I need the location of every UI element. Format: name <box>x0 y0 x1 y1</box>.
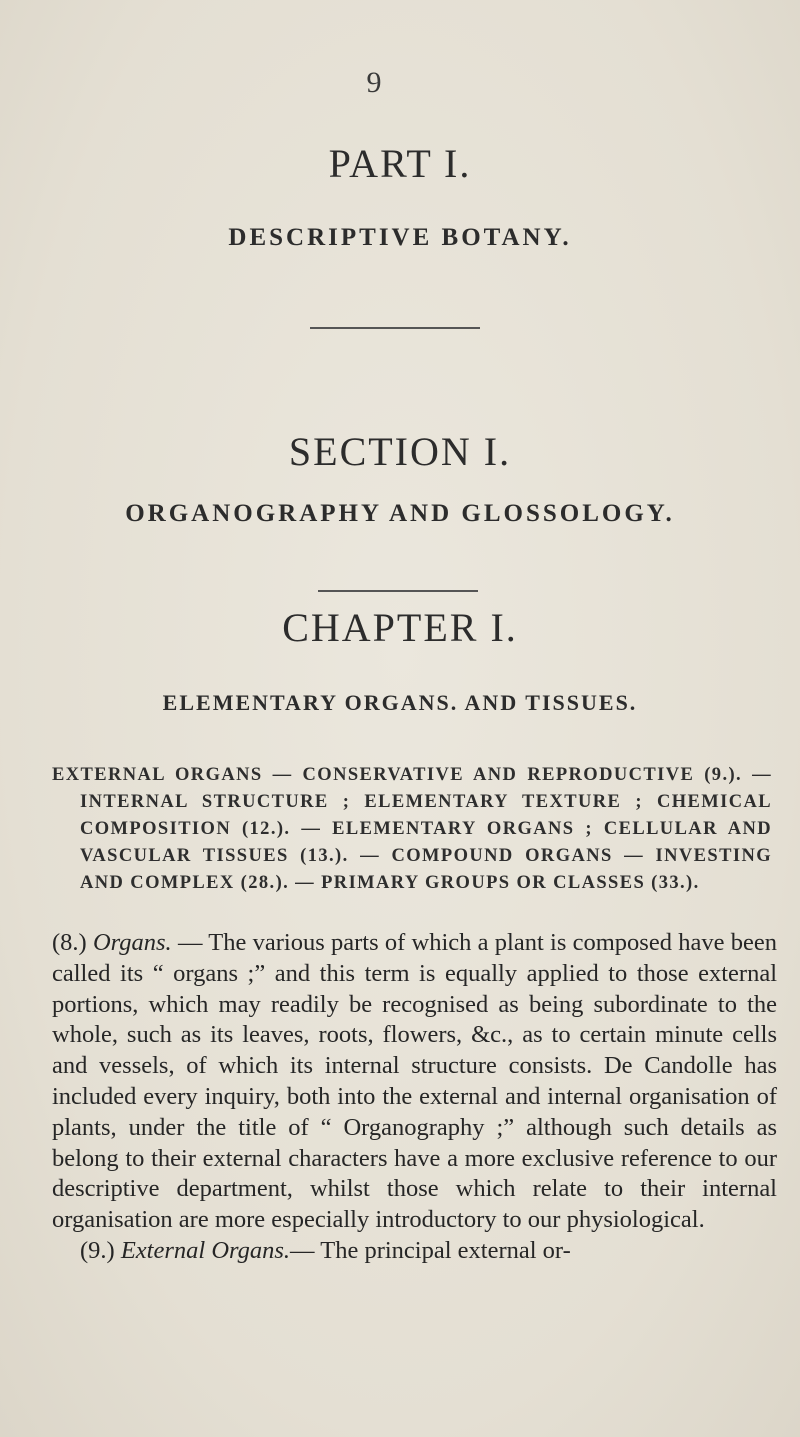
divider-rule <box>318 590 478 592</box>
part-title: PART I. <box>328 141 472 186</box>
chapter-title: CHAPTER I. <box>282 605 518 650</box>
paragraph-lead: Organs. <box>92 929 172 956</box>
chapter-summary-text: EXTERNAL ORGANS — CONSERVATIVE AND REPRODUCTIVE (9.). — INTERNAL STRUCTURE ; ELEMENTARY TEXTURE ; CHEMICAL COMPOSITION (12.). — ELEMENTARY ORGANS ; CELLULAR AND VASCULAR TISSUES (13.). — COMPOUND ORGANS — INVESTING AND COMPLEX (28.). — PRIMARY GROUPS OR CLASSES (33.). <box>52 765 772 893</box>
chapter-subtitle: ELEMENTARY ORGANS. AND TISSUES. <box>162 690 638 715</box>
page-number: 9 <box>366 66 382 99</box>
paragraph <box>52 1236 777 1267</box>
section-subtitle: ORGANOGRAPHY AND GLOSSOLOGY. <box>125 500 675 527</box>
body-text <box>52 928 777 1267</box>
paragraph-number: (9.) <box>80 1236 121 1264</box>
paragraph-number: (8.) <box>52 929 93 956</box>
paragraph-text: — The various parts of which a plant is composed have been called its “ organs ;” and this term is equally applied to those external portions, which may readily be recognised as being subordinate to the whole, such as its leaves, roots, flowers, &c., as to certain minute cells and vessels, of which its internal structure consists. De Candolle has included every inquiry, both into the external and internal organisation of plants, under the title of “ Organography ;” although such details as belong to their external characters have a more exclusive reference to our descriptive department, whilst those which relate to their internal organisation are more especially introductory to our physiological. <box>52 929 777 1234</box>
divider-rule <box>310 327 480 329</box>
chapter-summary <box>52 762 772 897</box>
paragraph-lead: External Organs. <box>120 1236 291 1264</box>
paragraph-text: — The principal external or- <box>290 1236 571 1264</box>
paragraph <box>52 928 777 1236</box>
section-title: SECTION I. <box>288 429 512 474</box>
part-subtitle: DESCRIPTIVE BOTANY. <box>228 224 572 251</box>
